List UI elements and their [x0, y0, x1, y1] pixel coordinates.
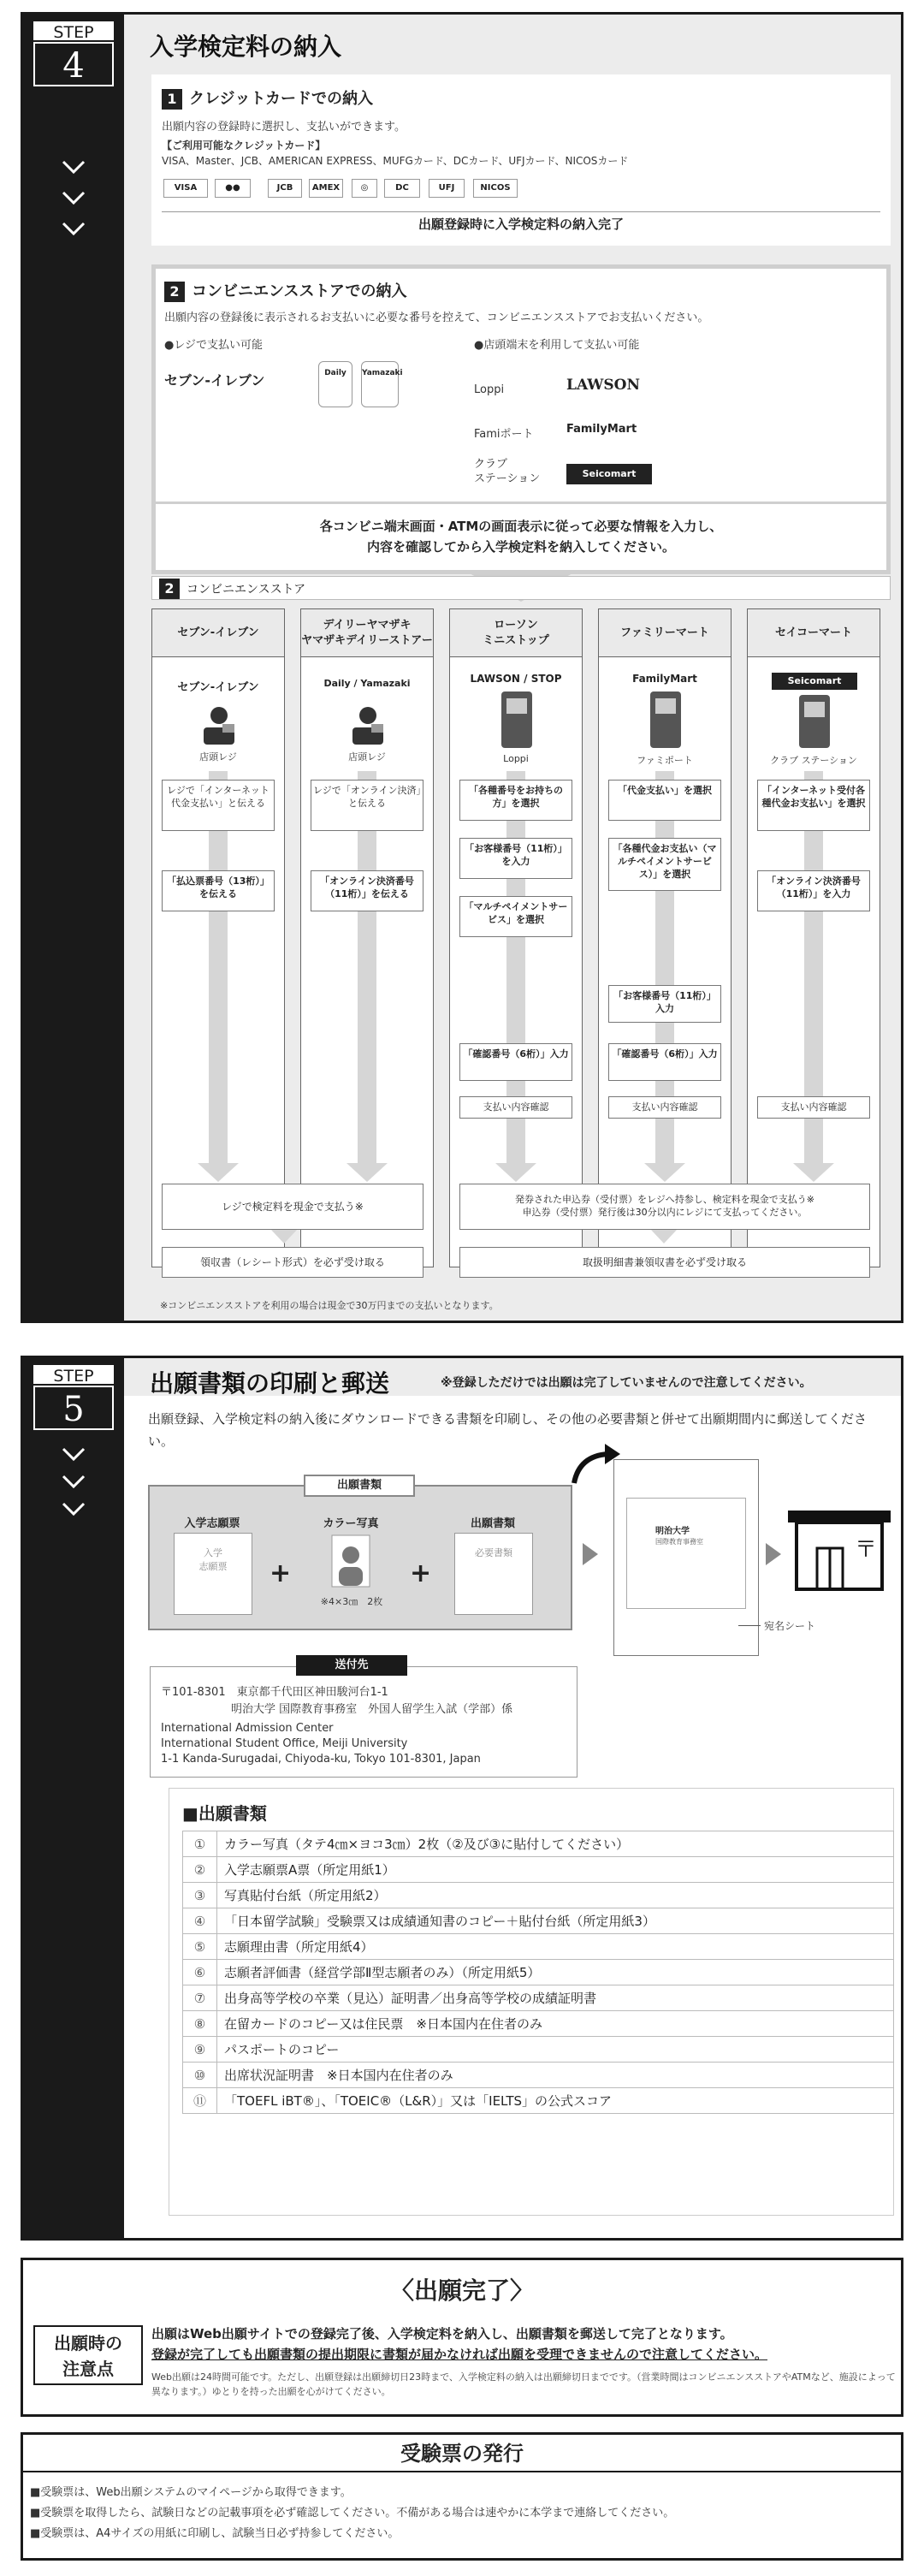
column-head: セブン-イレブン [152, 609, 284, 657]
doc2-label: カラー写真 [323, 1517, 379, 1530]
chevron-down-icon [61, 1497, 86, 1522]
kiosk-icon [498, 690, 536, 750]
list-item: ⑧ 在留カードのコピー又は住民票 ※日本国内在住者のみ [183, 2011, 894, 2037]
seicomart-logo: Seicomart [566, 464, 652, 484]
loppi-label: Loppi [474, 383, 505, 396]
column-device: Loppi [503, 753, 529, 764]
doc2-note: ※4×3㎝ 2枚 [320, 1596, 383, 1607]
column-device: 店頭レジ [199, 751, 237, 763]
credit-complete-banner: 出願登録時に入学検定料の納入完了 [162, 211, 880, 235]
step4-number: 4 [33, 42, 114, 86]
flow-step-box: 「オンライン決済番号（11桁）」を伝える [311, 870, 424, 911]
chevron-down-icon [61, 1442, 86, 1468]
conv-number: 2 [164, 282, 185, 302]
credit-usable-title: 【ご利用可能なクレジットカード】 [162, 139, 326, 151]
column-device: 店頭レジ [348, 751, 386, 763]
documents-label: 出願書類 [304, 1475, 415, 1497]
column-head: ファミリーマート [599, 609, 731, 657]
flow-step-box: 「払込票番号（13桁）」を伝える [162, 870, 275, 911]
column-head: セイコーマート [748, 609, 880, 657]
credit-desc: 出願内容の登録時に選択し、支払いができます。 [162, 121, 406, 134]
doc3-label: 出願書類 [470, 1517, 515, 1530]
terminal-label: ●店頭端末を利用して支払い可能 [474, 339, 640, 352]
down-arrow-icon [793, 1163, 834, 1184]
column-head: ローソン ミニストップ [450, 609, 582, 657]
familymart-logo: FamilyMart [566, 423, 637, 436]
list-item: ⑨ パスポートのコピー [183, 2037, 894, 2063]
ticket-line-2: ■受験票を取得したら、試験日などの記載事項を必ず確認してください。不備がある場合は速やかに本学まで連絡してください。 [30, 2507, 675, 2520]
destination-box [150, 1659, 578, 1778]
kiosk-icon [647, 690, 684, 750]
step4-section [21, 12, 903, 1323]
photo-icon [331, 1534, 370, 1588]
doc3-sheet: 必要書類 [454, 1533, 533, 1615]
cashier-icon [347, 705, 388, 745]
receipt-terminal-box: 取扱明細書兼領収書を必ず受け取る [459, 1247, 870, 1278]
flow-step-box: 「インターネット受付各種代金お支払い」を選択 [757, 780, 870, 831]
seven-eleven-logo: セブン-イレブン [164, 372, 265, 389]
credit-card-list: VISA、Master、JCB、AMERICAN EXPRESS、MUFGカード、DCカード、UFJカード、NICOSカード [162, 155, 629, 167]
complete-title: 〈出願完了〉 [389, 2276, 534, 2305]
lawson-logo: LAWSON [566, 377, 641, 394]
flow-step-box: 「オンライン決済番号（11桁）」を入力 [757, 870, 870, 911]
credit-number: 1 [162, 89, 182, 110]
ticket-line-3: ■受験票は、A4サイズの用紙に印刷し、試験当日必ず持参してください。 [30, 2527, 400, 2540]
flow-step-box: 支払い内容確認 [459, 1096, 572, 1119]
jcb-logo: JCB [268, 179, 302, 198]
receipt-register-box: 領収書（レシート形式）を必ず受け取る [162, 1247, 424, 1278]
mastercard-logo: ●● [215, 179, 251, 198]
complete-side-label: 出願時の 注意点 [33, 2325, 143, 2385]
down-arrow-icon [198, 1163, 239, 1184]
column-device: クラブ ステーション [770, 755, 857, 766]
list-item: ④ 「日本留学試験」受験票又は成績通知書のコピー＋貼付台紙（所定用紙3） [183, 1908, 894, 1934]
complete-line-1: 出願はWeb出願サイトでの登録完了後、入学検定料を納入し、出願書類を郵送して完了となります。 [151, 2326, 733, 2342]
yamazaki-logo: Yamazaki [361, 361, 399, 407]
flow-step-box: 「マルチペイメントサービス」を選択 [459, 896, 572, 937]
ticket-title: 受験票の発行 [23, 2435, 901, 2472]
flow-step-box: 支払い内容確認 [757, 1096, 870, 1119]
conv-note-1: 各コンビニ端末画面・ATMの画面表示に従って必要な情報を入力し、 [319, 519, 723, 534]
list-item: ① カラー写真（タテ4㎝×ヨコ3㎝）2枚（②及び③に貼付してください） [183, 1831, 894, 1857]
club-station-label: クラブ ステーション [474, 458, 541, 485]
plus-icon: + [270, 1558, 292, 1588]
step5-desc: 出願登録、入学検定料の納入後にダウンロードできる書類を印刷し、その他の必要書類と併せて出願期間内に郵送してください。 [148, 1411, 868, 1449]
plus-icon: + [410, 1558, 432, 1588]
step5-section [21, 1356, 903, 2241]
down-arrow-icon [271, 1230, 297, 1245]
label-sheet-caption: 宛名シート [764, 1620, 816, 1632]
pay-register-box: レジで検定料を現金で支払う※ [162, 1184, 424, 1230]
svg-text:〒: 〒 [855, 1537, 878, 1563]
documents-list-table [182, 1831, 894, 2114]
step4-sidebar [23, 15, 124, 1321]
destination-label: 送付先 [296, 1655, 407, 1676]
ufj-logo: UFJ [429, 179, 465, 198]
chevron-down-icon [61, 217, 86, 242]
chevron-down-icon [61, 155, 86, 181]
address-line-3: International Admission Center [161, 1722, 334, 1735]
credit-title: クレジットカードでの納入 [189, 90, 374, 108]
address-line-5: 1-1 Kanda-Surugadai, Chiyoda-ku, Tokyo 101-8301, Japan [161, 1753, 481, 1766]
register-label: ●レジで支払い可能 [164, 339, 264, 352]
mufg-logo: ◎ [352, 179, 377, 198]
pay-terminal-box [459, 1184, 870, 1230]
step5-sidebar [23, 1358, 124, 2238]
chevron-down-icon [61, 1469, 86, 1495]
flow-step-box: 「各種番号をお持ちの方」を選択 [459, 780, 572, 821]
nicos-logo: NICOS [473, 179, 518, 198]
flow-footnote: ※コンビニエンスストアを利用の場合は現金で30万円までの支払いとなります。 [160, 1300, 499, 1311]
famiport-label: Famiポート [474, 428, 534, 441]
column-logo: Daily / Yamazaki [323, 678, 411, 689]
envelope-university: 明治大学 [655, 1527, 690, 1536]
flow-step-box: 「お客様番号（11桁）」を入力 [459, 838, 572, 879]
down-arrow-icon [346, 1163, 388, 1184]
conv-desc: 出願内容の登録後に表示されるお支払いに必要な番号を控えて、コンビニエンスストアでお支払いください。 [164, 312, 709, 324]
step5-title: 出願書類の印刷と郵送 [150, 1369, 390, 1398]
flow-step-box: レジで「インターネット代金支払い」と伝える [162, 780, 275, 831]
flow-step-box: 「各種代金お支払い（マルチペイメントサービス）」を選択 [608, 838, 721, 891]
flow-title: コンビニエンスストア [187, 583, 306, 597]
step5-number: 5 [33, 1386, 114, 1430]
down-arrow-icon [495, 1163, 536, 1184]
pay-terminal-subtext: 申込券（受付票）発行後は30分以内にレジにて支払ってください。 [522, 1207, 808, 1218]
flow-step-box: 支払い内容確認 [608, 1096, 721, 1119]
list-item: ⑪ 「TOEFL iBT®」、「TOEIC®（L&R）」又は「IELTS」の公式スコア [183, 2088, 894, 2114]
complete-line-2: 登録が完了しても出願書類の提出期限に書類が届かなければ出願を受理できませんので注意してください。 [151, 2347, 768, 2362]
visa-logo: VISA [163, 179, 208, 198]
documents-list-title: ■出願書類 [182, 1803, 267, 1824]
credit-card-panel [151, 74, 891, 246]
column-logo: LAWSON / STOP [470, 673, 562, 685]
step4-label: STEP [33, 21, 114, 40]
flow-step-box: 「確認番号（6桁）」入力 [608, 1043, 721, 1081]
amex-logo: AMEX [309, 179, 343, 198]
envelope-dept: 国際教育事務室 [655, 1538, 703, 1546]
arrow-right-icon [583, 1543, 598, 1565]
convenience-flow-diagram [151, 608, 891, 1290]
address-line-4: International Student Office, Meiji University [161, 1737, 408, 1750]
ticket-line-1: ■受験票は、Web出願システムのマイページから取得できます。 [30, 2486, 352, 2499]
list-item: ⑩ 出席状況証明書 ※日本国内在住者のみ [183, 2063, 894, 2088]
conv-note-2: 内容を確認してから入学検定料を納入してください。 [366, 539, 675, 555]
arrow-right-icon [766, 1543, 781, 1565]
step5-label: STEP [33, 1365, 114, 1384]
column-device: ファミポート [637, 755, 693, 766]
chevron-down-icon [61, 186, 86, 211]
doc1-sheet: 入学 志願票 [174, 1533, 252, 1615]
cashier-icon [198, 705, 240, 745]
flow-step-box: 「お客様番号（11桁）」入力 [608, 985, 721, 1023]
flow-step-box: レジで「オンライン決済」と伝える [311, 780, 424, 831]
down-arrow-icon [644, 1163, 685, 1184]
column-head: デイリーヤマザキ ヤマザキデイリーストアー [301, 609, 433, 657]
address-line-2: 明治大学 国際教育事務室 外国人留学生入試（学部）係 [231, 1703, 513, 1716]
down-arrow-icon [651, 1230, 677, 1245]
envelope [613, 1459, 759, 1656]
dc-logo: DC [384, 179, 420, 198]
post-office-icon [788, 1509, 891, 1591]
application-complete-section [21, 2258, 903, 2417]
exam-ticket-section [21, 2432, 903, 2561]
convenience-panel [151, 264, 891, 574]
list-item: ⑥ 志願者評価書（経営学部Ⅱ型志願者のみ）（所定用紙5） [183, 1960, 894, 1985]
column-logo: Seicomart [772, 673, 857, 690]
conv-title: コンビニエンスストアでの納入 [192, 282, 407, 300]
step4-title: 入学検定料の納入 [150, 33, 342, 61]
kiosk-icon [796, 693, 833, 750]
list-item: ③ 写真貼付台紙（所定用紙2） [183, 1883, 894, 1908]
doc1-label: 入学志願票 [184, 1517, 240, 1530]
column-logo: FamilyMart [632, 673, 697, 685]
daily-logo: Daily [318, 361, 352, 407]
flow-step-box: 「代金支払い」を選択 [608, 780, 721, 821]
address-line-1: 〒101-8301 東京都千代田区神田駿河台1-1 [161, 1686, 388, 1699]
list-item: ② 入学志願票A票（所定用紙1） [183, 1857, 894, 1883]
pay-terminal-text: 発券された申込券（受付票）をレジへ持参し、検定料を現金で支払う※ [515, 1194, 814, 1205]
flow-number: 2 [159, 579, 180, 599]
flow-step-box: 「確認番号（6桁）」入力 [459, 1043, 572, 1081]
complete-note: Web出願は24時間可能です。ただし、出願登録は出願締切日23時まで、入学検定料の納入は出願締切日までです。（営業時間はコンビニエンスストアやATMなど、施設によって異なります。）ゆとりを持った出願を心がけてください。 [151, 2371, 896, 2397]
list-item: ⑤ 志願理由書（所定用紙4） [183, 1934, 894, 1960]
step5-warning: ※登録しただけでは出願は完了していませんので注意してください。 [441, 1376, 812, 1390]
documents-group [148, 1479, 572, 1630]
column-logo: セブン-イレブン [177, 681, 259, 694]
list-item: ⑦ 出身高等学校の卒業（見込）証明書／出身高等学校の成績証明書 [183, 1985, 894, 2011]
